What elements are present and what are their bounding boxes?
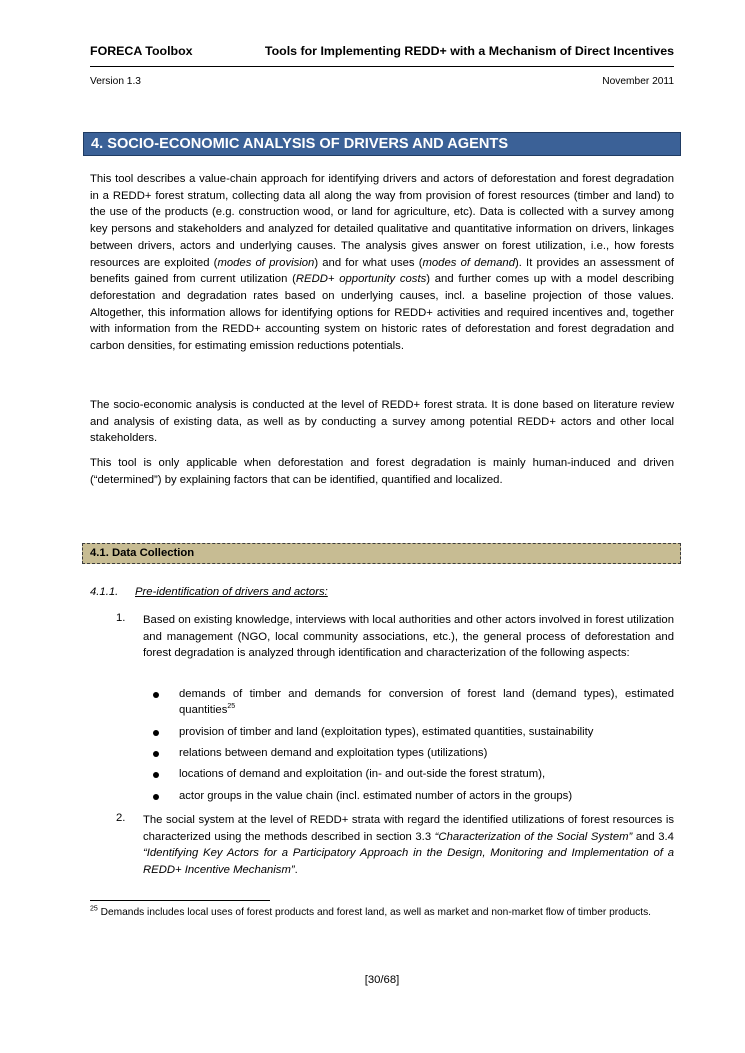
running-header [90, 44, 674, 58]
applicability-paragraph: This tool is only applicable when deforestation and forest degradation is mainly human-induced and driven (“determined”) by explaining factors that can be identified, quantified and localized. [90, 457, 674, 486]
list-item-text: The social system at the level of REDD+ strata with regard the identified utilizations of forest resources is characterized using the methods described in section 3.3 “Characterization of the Social System” and 3.4 “Identifying Key Actors for a Participatory Approach in the Design, Monitoring and Implementation of a REDD+ Incentive Mechanism”. [143, 814, 674, 877]
list-item-number: 2. [116, 812, 126, 824]
header-right-title: Tools for Implementing REDD+ with a Mechanism of Direct Incentives [264, 44, 674, 58]
page-number: [30/68] [364, 974, 400, 986]
version-label: Version 1.3 [90, 76, 141, 87]
footnote: $^{25}$ Demands includes local uses of forest products and forest land, as well as market and non-market flow of timber products. [90, 905, 652, 918]
footnote-number: 25 [90, 905, 98, 913]
bullet-item: provision of timber and land (exploitation types), estimated quantities, sustainability [179, 726, 594, 738]
subsubsection-number: 4.1.1. [90, 586, 119, 598]
list-item-number: 1. [116, 612, 126, 624]
subsection-heading: 4.1. Data Collection [82, 543, 681, 564]
subsubsection-title: Pre-identification of drivers and actors: [135, 586, 328, 598]
footnote-divider [90, 900, 270, 901]
header-divider [90, 66, 674, 67]
intro-paragraph: This tool describes a value-chain approach for identifying drivers and actors of deforestation and forest degradation in a REDD+ forest stratum, collecting data all along the way from provision of forest resources (timber and land) to the use of the products (e.g. construction wood, or land for agriculture, etc). Data is collected with a survey among key persons and stakeholders and analyzed for detailed qualitative and quantitative information on drivers, linkages between drivers, actors and underlying causes. The analysis gives answer on forest utilization, i.e., how forests resources are exploited (modes of provision) and for what uses (modes of demand). It provides an assessment of benefits gained from current utilization (REDD+ opportunity costs) and further comes up with a model describing deforestation and degradation rates based on underlying causes, incl. a baseline projection of those values. Altogether, this information allows for identifying options for REDD+ activities and required incentives and, together with information from the REDD+ accounting system on historic rates of deforestation and forest degradation and carbon densities, for estimating emission reductions potentials. [90, 173, 674, 353]
subsubsection-heading [90, 586, 328, 598]
bullet-item: locations of demand and exploitation (in- and out-side the forest stratum), [179, 768, 546, 780]
bullet-icon [153, 751, 159, 757]
header-meta [90, 76, 674, 87]
bullet-icon [153, 730, 159, 736]
bullet-item: demands of timber and demands for conversion of forest land (demand types), estimated quantities$^{25}$ [179, 688, 674, 716]
header-left-title: FORECA Toolbox [90, 44, 193, 58]
footnote-ref: 25 [227, 703, 236, 711]
date-label: November 2011 [602, 76, 674, 87]
bullet-icon [153, 692, 159, 698]
section-heading: 4. SOCIO-ECONOMIC ANALYSIS OF DRIVERS AND AGENTS [83, 132, 681, 156]
list-item-text: Based on existing knowledge, interviews with local authorities and other actors involved in forest utilization and management (NGO, local community associations, etc.), the general process of deforestation and forest degradation is analyzed through identification and characterization of the following aspects: [143, 614, 674, 660]
bullet-icon [153, 772, 159, 778]
bullet-item: actor groups in the value chain (incl. estimated number of actors in the groups) [179, 790, 573, 802]
scope-paragraph: The socio-economic analysis is conducted at the level of REDD+ forest strata. It is done based on literature review and analysis of existing data, as well as by conducting a survey among potential REDD+ actors and other local stakeholders. [90, 399, 674, 445]
bullet-item: relations between demand and exploitation types (utilizations) [179, 747, 488, 759]
bullet-icon [153, 794, 159, 800]
